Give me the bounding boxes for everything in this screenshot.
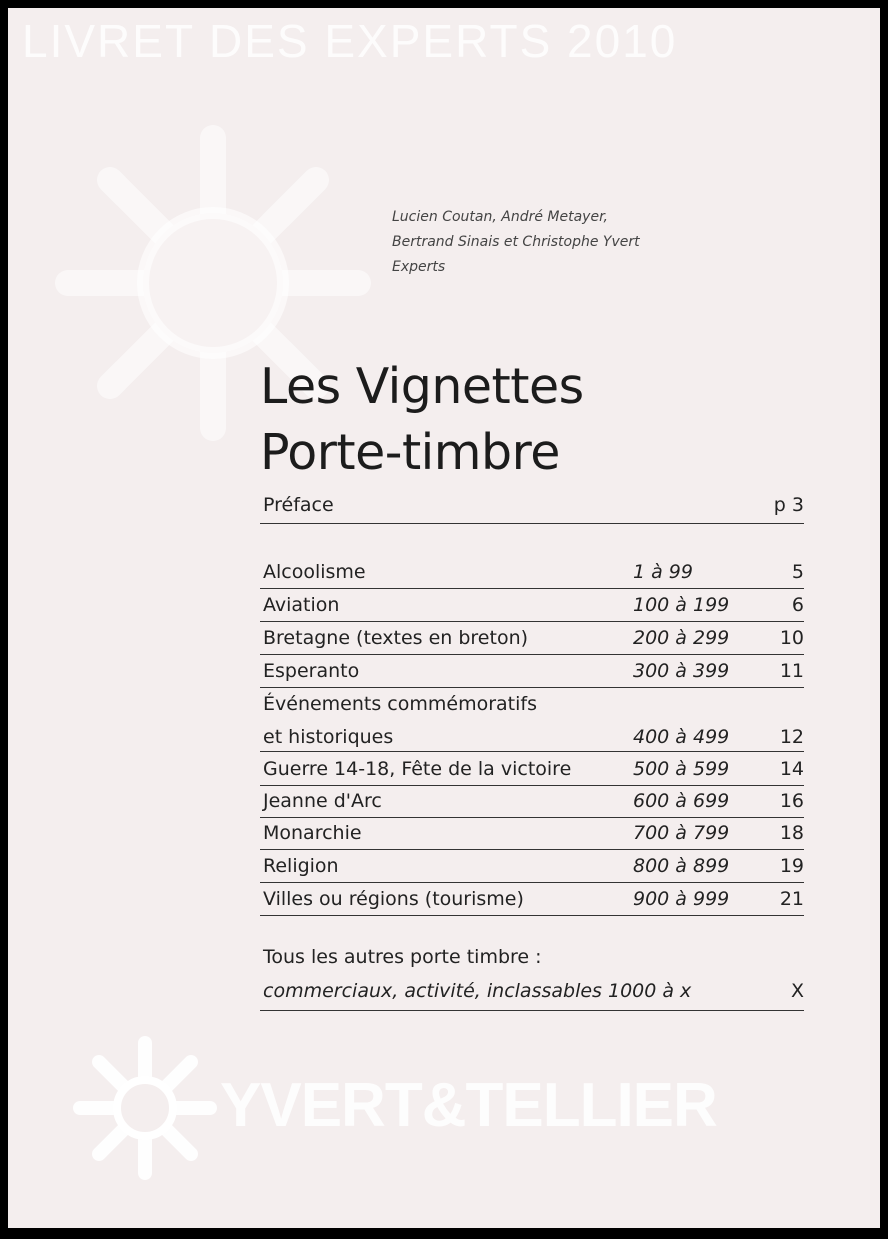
- banner-text: LIVRET DES EXPERTS: [22, 15, 553, 67]
- toc-range: 400 à 499: [633, 726, 730, 748]
- toc-range: 700 à 799: [633, 822, 730, 844]
- note-line-2: commerciaux, activité, inclassables 1000 à x: [263, 980, 692, 1002]
- toc-label: Alcoolisme: [263, 561, 366, 583]
- toc-row: [260, 882, 804, 916]
- toc-page: 12: [779, 726, 804, 748]
- toc-page: 16: [779, 790, 804, 812]
- title-line-1: Les Vignettes: [260, 358, 584, 415]
- toc-label: Villes ou régions (tourisme): [263, 888, 524, 910]
- toc-range: 200 à 299: [633, 627, 730, 649]
- toc-range: 500 à 599: [633, 758, 730, 780]
- toc-page: 18: [779, 822, 804, 844]
- toc-page: 10: [779, 627, 804, 649]
- toc-range: 900 à 999: [633, 888, 730, 910]
- toc-row: [260, 621, 804, 655]
- snowflake-logo-icon: [70, 1033, 220, 1183]
- toc-row: [260, 588, 804, 622]
- toc-label: Monarchie: [263, 822, 362, 844]
- page-title: [260, 354, 584, 486]
- toc-row: [260, 784, 804, 818]
- toc-label: Guerre 14-18, Fête de la victoire: [263, 758, 572, 780]
- toc-label: Bretagne (textes en breton): [263, 627, 529, 649]
- toc-range: 800 à 899: [633, 855, 730, 877]
- toc-label: Aviation: [263, 594, 340, 616]
- divider: [260, 523, 804, 524]
- toc-row: [260, 849, 804, 883]
- preface-label: Préface: [263, 494, 334, 516]
- catalog-page: [8, 8, 880, 1228]
- toc-label: Esperanto: [263, 660, 360, 682]
- note-page: X: [790, 980, 804, 1002]
- toc-label-continued: et historiques: [263, 726, 394, 748]
- authors-block: [392, 205, 640, 280]
- divider: [260, 1010, 804, 1011]
- note-line-1: Tous les autres porte timbre :: [263, 946, 542, 968]
- brand-logo-text: YVERT&TELLIER: [220, 1071, 717, 1140]
- toc-label: Religion: [263, 855, 339, 877]
- toc-row: [260, 654, 804, 688]
- divider: [260, 915, 804, 916]
- toc-row: [260, 816, 804, 850]
- toc-page: 19: [779, 855, 804, 877]
- authors-line: Lucien Coutan, André Metayer,: [392, 209, 608, 225]
- toc-range: 300 à 399: [633, 660, 730, 682]
- preface-page: p 3: [773, 494, 804, 516]
- toc-page: 11: [779, 660, 804, 682]
- toc-page: 21: [779, 888, 804, 910]
- toc-row: [260, 752, 804, 786]
- authors-line: Experts: [392, 259, 446, 275]
- title-line-2: Porte-timbre: [260, 424, 560, 481]
- toc-range: 600 à 699: [633, 790, 730, 812]
- preface-row: [260, 490, 804, 524]
- toc-label: Jeanne d'Arc: [263, 790, 382, 812]
- authors-line: Bertrand Sinais et Christophe Yvert: [392, 234, 640, 250]
- toc-range: 1 à 99: [633, 561, 693, 583]
- toc-range: 100 à 199: [633, 594, 730, 616]
- toc-page: 5: [791, 561, 804, 583]
- banner-title: [22, 14, 677, 68]
- toc-row: [260, 687, 804, 752]
- toc-page: 6: [791, 594, 804, 616]
- toc-label: Événements commémoratifs: [263, 693, 537, 715]
- banner-year: 2010: [567, 15, 678, 67]
- toc-page: 14: [779, 758, 804, 780]
- toc-row: [260, 555, 804, 589]
